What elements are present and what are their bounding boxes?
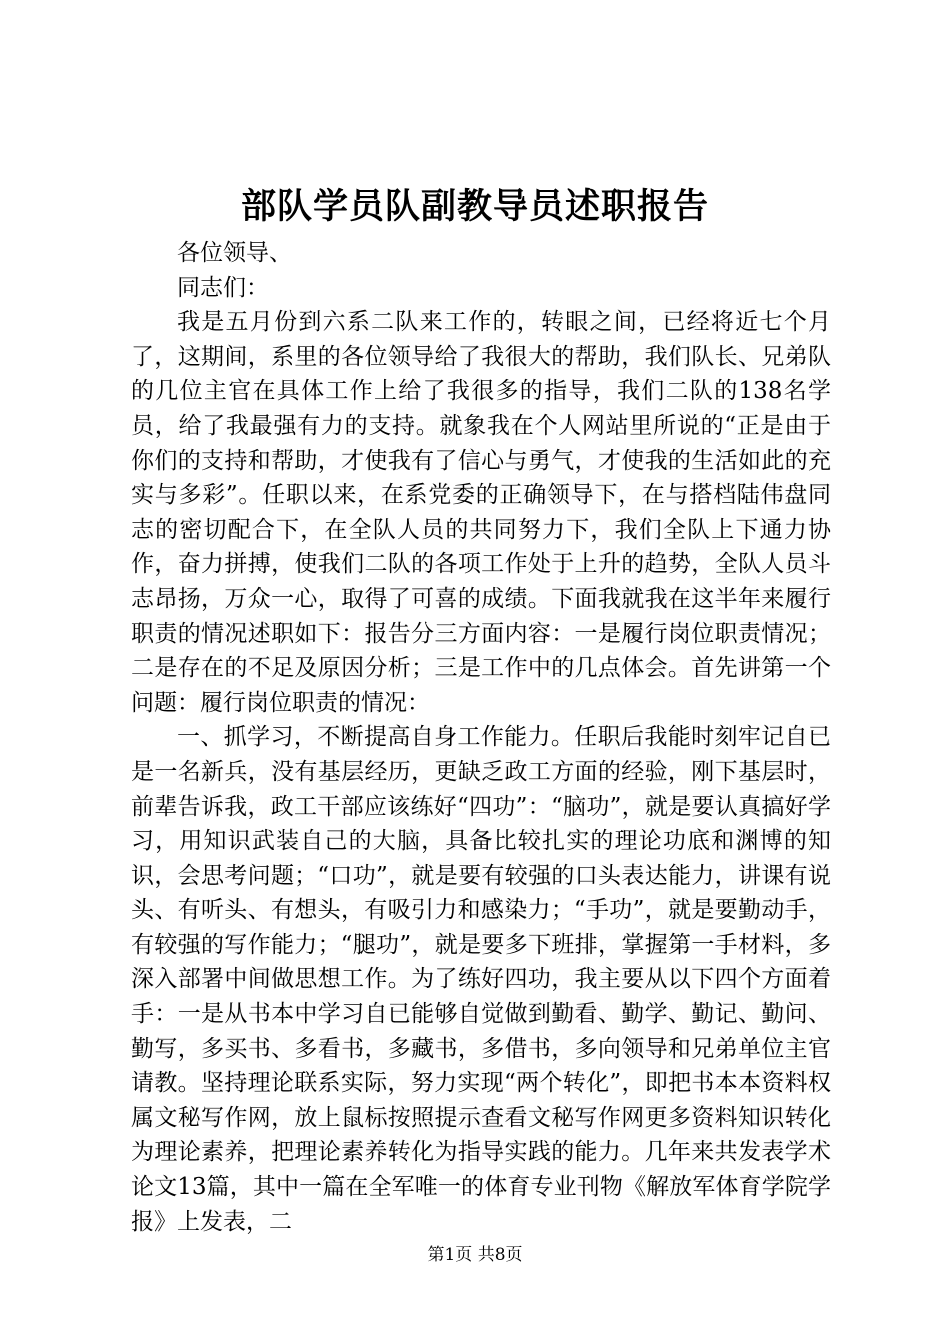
body-paragraph: 一、抓学习，不断提高自身工作能力。任职后我能时刻牢记自已是一名新兵，没有基层经历，更缺乏政工方面的经验，刚下基层时，前辈告诉我，政工干部应该练好“四功”：“脑功”，就是要认真搞好学习，用知识武装自己的大脑，具备比较扎实的理论功底和渊博的知识，会思考问题；“口功”，就是要有较强的口头表达能力，讲课有说头、有听头、有想头，有吸引力和感染力；“手功”，就是要勤动手，有较强的写作能力；“腿功”，就是要多下班排，掌握第一手材料，多深入部署中间做思想工作。为了练好四功，我主要从以下四个方面着手：一是从书本中学习自已能够自觉做到勤看、勤学、勤记、勤问、勤写，多买书、多看书，多藏书，多借书，多向领导和兄弟单位主官请教。坚持理论联系实际，努力实现“两个转化”，即把书本本资料权属文秘写作网，放上鼠标按照提示查看文秘写作网更多资料知识转化为理论素养，把理论素养转化为指导实践的能力。几年来共发表学术论文13篇，其中一篇在全军唯一的体育专业刊物《解放军体育学院学报》上发表，二 — [131, 724, 831, 1235]
salutation-line: 同志们： — [177, 274, 269, 301]
page-number-footer: 第1页 共8页 — [427, 1245, 523, 1265]
salutation-line: 各位领导、 — [177, 240, 292, 266]
document-title: 部队学员队副教导员述职报告 — [240, 186, 709, 227]
document-body — [131, 236, 831, 1239]
body-paragraph: 我是五月份到六系二队来工作的，转眼之间，已经将近七个月了，这期间，系里的各位领导给了我很大的帮助，我们队长、兄弟队的几位主官在具体工作上给了我很多的指导，我们二队的138名学员，给了我最强有力的支持。就象我在个人网站里所说的“正是由于你们的支持和帮助，才使我有了信心与勇气，才使我的生活如此的充实与多彩”。任职以来，在系党委的正确领导下，在与搭档陆伟盘同志的密切配合下，在全队人员的共同努力下，我们全队上下通力协作，奋力拼搏，使我们二队的各项工作处于上升的趋势，全队人员斗志昂扬，万众一心，取得了可喜的成绩。下面我就我在这半年来履行职责的情况述职如下：报告分三方面内容：一是履行岗位职责情况；二是存在的不足及原因分析；三是工作中的几点体会。首先讲第一个问题：履行岗位职责的情况： — [131, 309, 831, 716]
